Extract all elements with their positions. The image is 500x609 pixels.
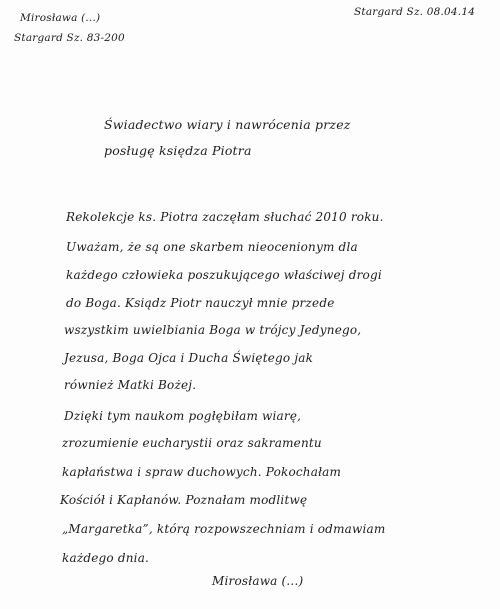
body-line: każdego dnia. xyxy=(62,551,150,565)
signature: Mirosława (...) xyxy=(212,574,304,588)
body-line: Dzięki tym naukom pogłębiłam wiarę, xyxy=(64,409,302,423)
body-line: Kościół i Kapłanów. Poznałam modlitwę xyxy=(60,493,308,507)
sender-address: Stargard Sz. 83-200 xyxy=(14,32,125,44)
body-line: Uważam, że są one skarbem nieocenionym dla xyxy=(66,240,358,254)
body-line: wszystkim uwielbiania Boga w trójcy Jedynego, xyxy=(64,323,362,337)
body-line: zrozumienie eucharystii oraz sakramentu xyxy=(62,436,322,450)
letter-title-line-2: posługę księdza Piotra xyxy=(104,143,252,158)
place-and-date: Stargard Sz. 08.04.14 xyxy=(354,6,476,18)
body-line: również Matki Bożej. xyxy=(64,378,197,392)
body-line: „Margaretka”, którą rozpowszechniam i odmawiam xyxy=(62,522,386,536)
body-line: kapłaństwa i spraw duchowych. Pokochałam xyxy=(62,465,342,479)
body-line: do Boga. Ksiądz Piotr nauczył mnie przede xyxy=(66,296,335,310)
body-line: każdego człowieka poszukującego właściwej drogi xyxy=(66,268,382,282)
letter-title-line-1: Świadectwo wiary i nawrócenia przez xyxy=(104,117,351,132)
sender-name: Mirosława (...) xyxy=(20,12,101,24)
body-line: Rekolekcje ks. Piotra zaczęłam słuchać 2010 roku. xyxy=(66,210,384,224)
body-line: Jezusa, Boga Ojca i Ducha Świętego jak xyxy=(64,351,314,365)
